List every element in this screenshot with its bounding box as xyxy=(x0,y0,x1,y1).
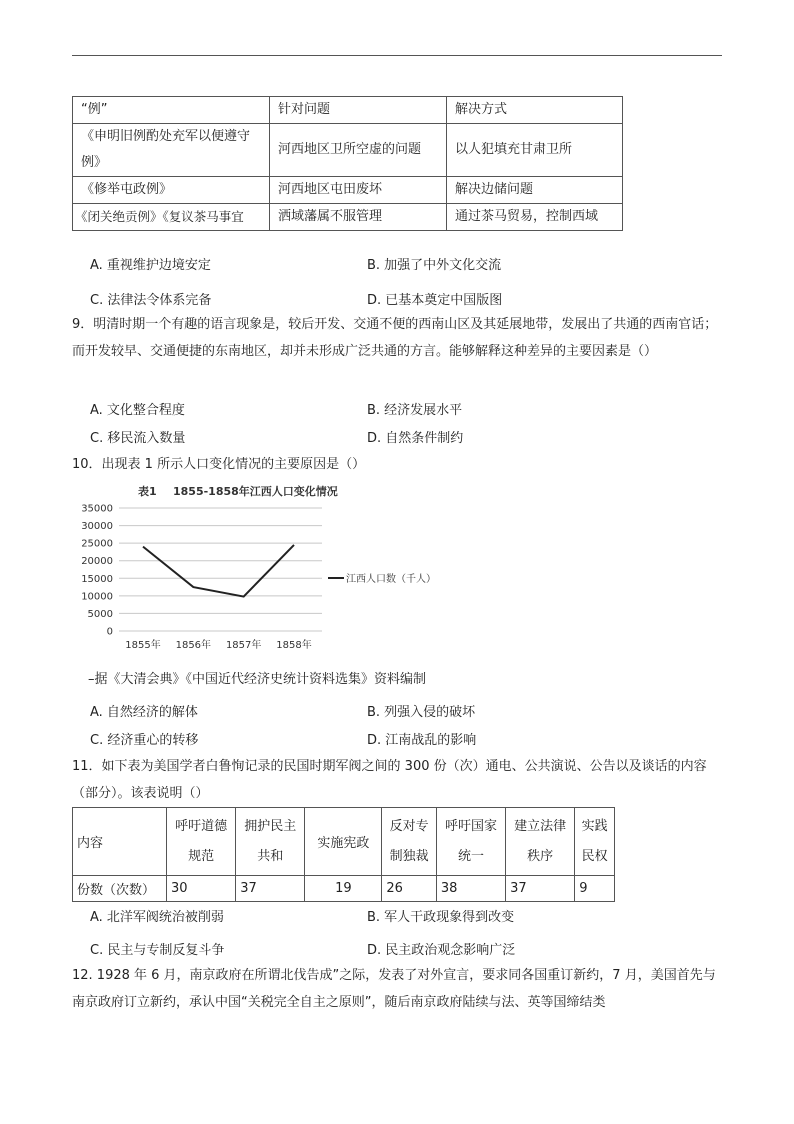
table-cell: 38 xyxy=(436,876,505,902)
table-cell: 26 xyxy=(382,876,436,902)
table-row xyxy=(73,124,623,177)
table-header-cell: 拥护民主 共和 xyxy=(236,808,305,876)
table-header-cell: 呼吁国家 统一 xyxy=(436,808,505,876)
table-cell: 《申明旧例酌处充军以便遵守例》 xyxy=(73,124,270,177)
table-cell: 《闭关绝贡例》《复议茶马事宜 xyxy=(73,204,270,231)
x-tick-label: 1858年 xyxy=(276,640,312,651)
question-12: 12. 1928 年 6 月，南京政府在所谓北伐告成”之际，发表了对外宣言，要求同各国重订新约，7 月，美国首先与南京政府订立新约，承认中国“关税完全自主之原则”，随后南京政府陆续与法、英等国缔结类 xyxy=(72,968,716,1010)
option-d: D. 自然条件制约 xyxy=(367,431,464,446)
option-a: A. 自然经济的解体 xyxy=(90,705,198,720)
table-header-cell: 针对问题 xyxy=(270,97,447,124)
table-header-cell: 反对专 制独裁 xyxy=(382,808,436,876)
option-b: B. 列强入侵的破坏 xyxy=(367,705,476,720)
y-tick-label: 35000 xyxy=(81,503,113,515)
option-c: C. 民主与专制反复斗争 xyxy=(90,943,225,958)
table-header-cell: 建立法律 秩序 xyxy=(506,808,575,876)
table-cell: 通过茶马贸易，控制西域 xyxy=(447,204,623,231)
option-a: A. 文化整合程度 xyxy=(90,403,185,418)
population-line-chart xyxy=(72,475,452,660)
table-header-row xyxy=(73,97,623,124)
y-tick-label: 25000 xyxy=(81,538,113,550)
option-d: D. 已基本奠定中国版图 xyxy=(367,293,503,308)
y-tick-label: 10000 xyxy=(81,591,113,603)
chart-title: 1855-1858年江西人口变化情况 xyxy=(173,485,338,498)
table-row xyxy=(73,177,623,204)
table-cell: 解决边储问题 xyxy=(447,177,623,204)
table-header-cell: “例” xyxy=(73,97,270,124)
table-row xyxy=(73,876,615,902)
option-b: B. 军人干政现象得到改变 xyxy=(367,910,515,925)
table-cell: 37 xyxy=(506,876,575,902)
y-tick-label: 0 xyxy=(106,626,113,638)
chart-x-ticks xyxy=(125,638,311,651)
warlord-content-table xyxy=(72,807,615,902)
table-header-row xyxy=(73,808,615,876)
table-header-cell: 实施宪政 xyxy=(305,808,382,876)
table-cell: 19 xyxy=(305,876,382,902)
table-header-cell: 内容 xyxy=(73,808,167,876)
option-a: A. 北洋军阀统治被削弱 xyxy=(90,910,224,925)
option-d: D. 江南战乱的影响 xyxy=(367,733,477,748)
table-header-cell: 呼吁道德 规范 xyxy=(167,808,236,876)
y-tick-label: 30000 xyxy=(81,521,113,533)
chart-y-ticks xyxy=(81,504,113,638)
option-a: A. 重视维护边境安定 xyxy=(90,258,211,273)
table-cell: 30 xyxy=(167,876,236,902)
question-10: 10．出现表 1 所示人口变化情况的主要原因是（） xyxy=(72,457,366,472)
option-c: C. 经济重心的转移 xyxy=(90,733,199,748)
y-tick-label: 20000 xyxy=(81,556,113,568)
x-tick-label: 1855年 xyxy=(125,640,161,651)
table-cell: 9 xyxy=(575,876,615,902)
option-d: D. 民主政治观念影响广泛 xyxy=(367,943,516,958)
y-tick-label: 15000 xyxy=(81,573,113,585)
question-9: 9．明清时期一个有趣的语言现象是，较后开发、交通不便的西南山区及其延展地带，发展出了共通的西南官话；而开发较早、交通便捷的东南地区，却并未形成广泛共通的方言。能够解释这种差异的主要因素是（） xyxy=(72,317,718,359)
table-cell: 《修举屯政例》 xyxy=(73,177,270,204)
option-b: B. 加强了中外文化交流 xyxy=(367,258,502,273)
option-c: C. 法律法令体系完备 xyxy=(90,293,212,308)
question-11: 11．如下表为美国学者白鲁恂记录的民国时期军阀之间的 300 份（次）通电、公共演说、公告以及谈话的内容（部分）。该表说明（） xyxy=(72,759,707,801)
table-cell: 份数（次数） xyxy=(73,876,167,902)
top-rule xyxy=(72,55,722,56)
chart-source-note: –据《大清会典》《中国近代经济史统计资料选集》资料编制 xyxy=(88,672,427,687)
table-cell: 以人犯填充甘肃卫所 xyxy=(447,124,623,177)
table-cell: 河西地区屯田废坏 xyxy=(270,177,447,204)
chart-gridlines xyxy=(119,508,322,631)
table-header-cell: 实践 民权 xyxy=(575,808,615,876)
table-cell: 河西地区卫所空虚的问题 xyxy=(270,124,447,177)
table-row xyxy=(73,204,623,231)
x-tick-label: 1857年 xyxy=(225,640,262,651)
chart-table-label: 表1 xyxy=(138,485,157,498)
x-tick-label: 1856年 xyxy=(175,640,212,651)
legend-label: 江西人口数（千人） xyxy=(346,574,436,585)
table-cell: 洒域藩属不服管理 xyxy=(270,204,447,231)
regulations-table xyxy=(72,96,623,231)
series-line xyxy=(143,545,294,597)
option-c: C. 移民流入数量 xyxy=(90,431,186,446)
table-cell: 37 xyxy=(236,876,305,902)
y-tick-label: 5000 xyxy=(87,608,113,620)
option-b: B. 经济发展水平 xyxy=(367,403,463,418)
table-header-cell: 解决方式 xyxy=(447,97,623,124)
